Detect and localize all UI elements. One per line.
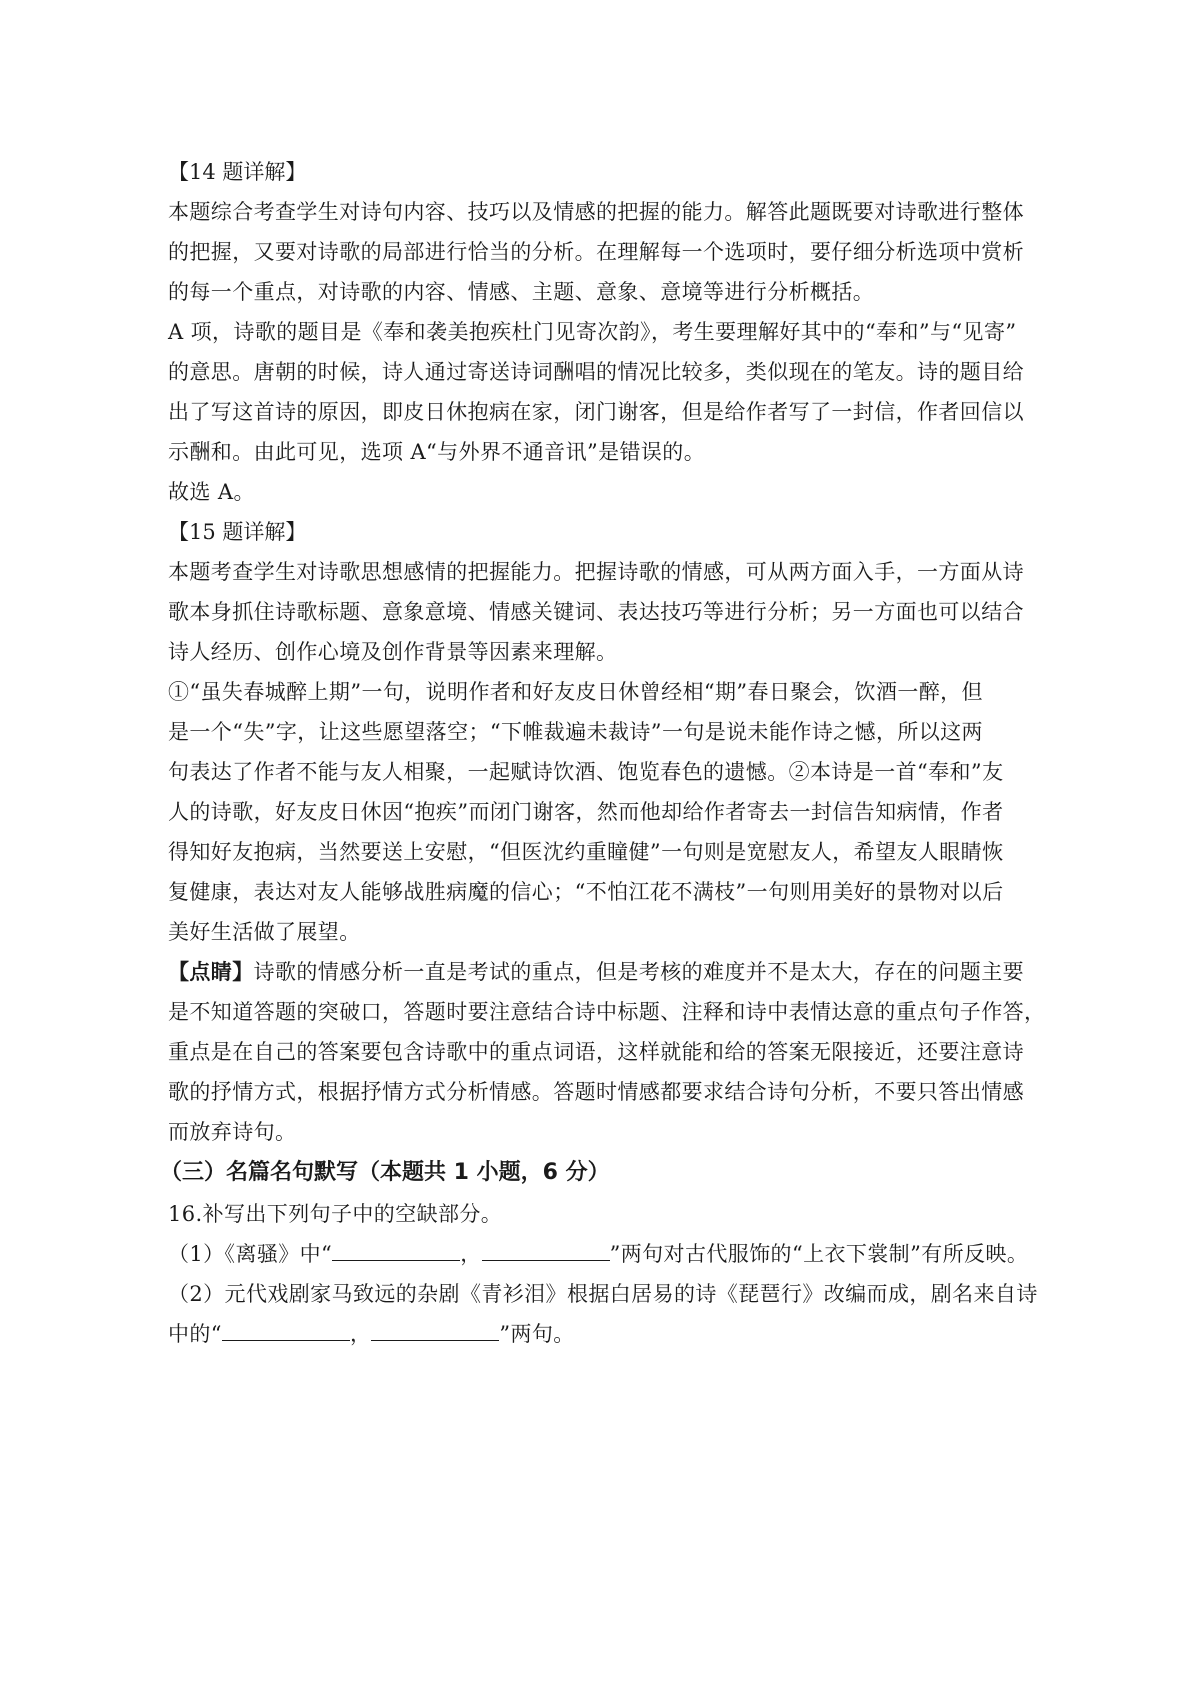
q16-item-2-prefix: 中的“ xyxy=(168,1322,222,1346)
q15-line: 复健康，表达对友人能够战胜病魔的信心；“不怕江花不满枝”一句则用美好的景物对以后 xyxy=(168,880,1004,904)
q15-line: 句表达了作者不能与友人相聚，一起赋诗饮酒、饱览春色的遗憾。②本诗是一首“奉和”友 xyxy=(168,760,1004,784)
q16-item-2-cont xyxy=(168,1314,1038,1354)
q16-item-1-sep: ， xyxy=(460,1242,482,1266)
q15-line: ①“虽失春城醉上期”一句，说明作者和好友皮日休曾经相“期”春日聚会，饮酒一醉，但 xyxy=(168,680,983,704)
q15-line: 人的诗歌，好友皮日休因“抱疾”而闭门谢客，然而他却给作者寄去一封信告知病情，作者 xyxy=(168,800,1004,824)
q15-line: 歌本身抓住诗歌标题、意象意境、情感关键词、表达技巧等进行分析；另一方面也可以结合 xyxy=(168,600,1024,624)
q14-line: 出了写这首诗的原因，即皮日休抱病在家，闭门谢客，但是给作者写了一封信，作者回信以 xyxy=(168,400,1024,424)
q15-line: 美好生活做了展望。 xyxy=(168,920,361,944)
fill-blank[interactable] xyxy=(222,1320,350,1341)
q14-answer: 故选 A。 xyxy=(168,480,255,504)
dianjing-line: 是不知道答题的突破口，答题时要注意结合诗中标题、注释和诗中表情达意的重点句子作答， xyxy=(168,1000,1046,1024)
dianjing-label: 【点睛】 xyxy=(168,959,254,984)
q15-line: 得知好友抱病，当然要送上安慰，“但医沈约重瞳健”一句则是宽慰友人，希望友人眼睛恢 xyxy=(168,840,1004,864)
fill-blank[interactable] xyxy=(482,1240,610,1261)
q15-line: 本题考查学生对诗歌思想感情的把握能力。把握诗歌的情感，可从两方面入手，一方面从诗 xyxy=(168,560,1024,584)
q16-item-1-suffix: ”两句对古代服饰的“上衣下裳制”有所反映。 xyxy=(609,1242,1029,1266)
q14-heading: 【14 题详解】 xyxy=(168,160,307,184)
dianjing-line xyxy=(168,952,1038,992)
section-title: （三）名篇名句默写（本题共 1 小题，6 分） xyxy=(160,1160,610,1185)
q14-line: 示酬和。由此可见，选项 A“与外界不通音讯”是错误的。 xyxy=(168,440,706,464)
fill-blank[interactable] xyxy=(371,1320,499,1341)
document-page xyxy=(160,152,1046,1354)
q15-heading: 【15 题详解】 xyxy=(168,520,307,544)
fill-blank[interactable] xyxy=(332,1240,460,1261)
q16-stem: 16.补写出下列句子中的空缺部分。 xyxy=(168,1202,503,1226)
dianjing-line: 歌的抒情方式，根据抒情方式分析情感。答题时情感都要求结合诗句分析，不要只答出情感 xyxy=(168,1080,1024,1104)
q14-line: 本题综合考查学生对诗句内容、技巧以及情感的把握的能力。解答此题既要对诗歌进行整体 xyxy=(168,200,1024,224)
q14-line: 的把握，又要对诗歌的局部进行恰当的分析。在理解每一个选项时，要仔细分析选项中赏析 xyxy=(168,240,1024,264)
q16-item-2-sep: ， xyxy=(349,1322,372,1346)
dianjing-text: 诗歌的情感分析一直是考试的重点，但是考核的难度并不是太大，存在的问题主要 xyxy=(253,960,1025,984)
q15-line: 诗人经历、创作心境及创作背景等因素来理解。 xyxy=(168,640,618,664)
q15-line: 是一个“失”字，让这些愿望落空；“下帷裁遍未裁诗”一句是说未能作诗之憾，所以这两 xyxy=(168,720,983,744)
q14-line: 的意思。唐朝的时候，诗人通过寄送诗词酬唱的情况比较多，类似现在的笔友。诗的题目给 xyxy=(168,360,1024,384)
q14-line: A 项，诗歌的题目是《奉和袭美抱疾杜门见寄次韵》，考生要理解好其中的“奉和”与“见寄” xyxy=(168,320,1017,344)
q16-item-2-suffix: ”两句。 xyxy=(499,1322,575,1346)
q16-item-1-prefix: （1）《离骚》中“ xyxy=(168,1242,333,1266)
dianjing-line: 重点是在自己的答案要包含诗歌中的重点词语，这样就能和给的答案无限接近，还要注意诗 xyxy=(168,1040,1024,1064)
q14-line: 的每一个重点，对诗歌的内容、情感、主题、意象、意境等进行分析概括。 xyxy=(168,280,875,304)
q16-item-2: （2）元代戏剧家马致远的杂剧《青衫泪》根据白居易的诗《琵琶行》改编而成，剧名来自诗 xyxy=(168,1282,1038,1306)
dianjing-line: 而放弃诗句。 xyxy=(168,1120,297,1144)
q16-item-1 xyxy=(168,1234,1038,1274)
